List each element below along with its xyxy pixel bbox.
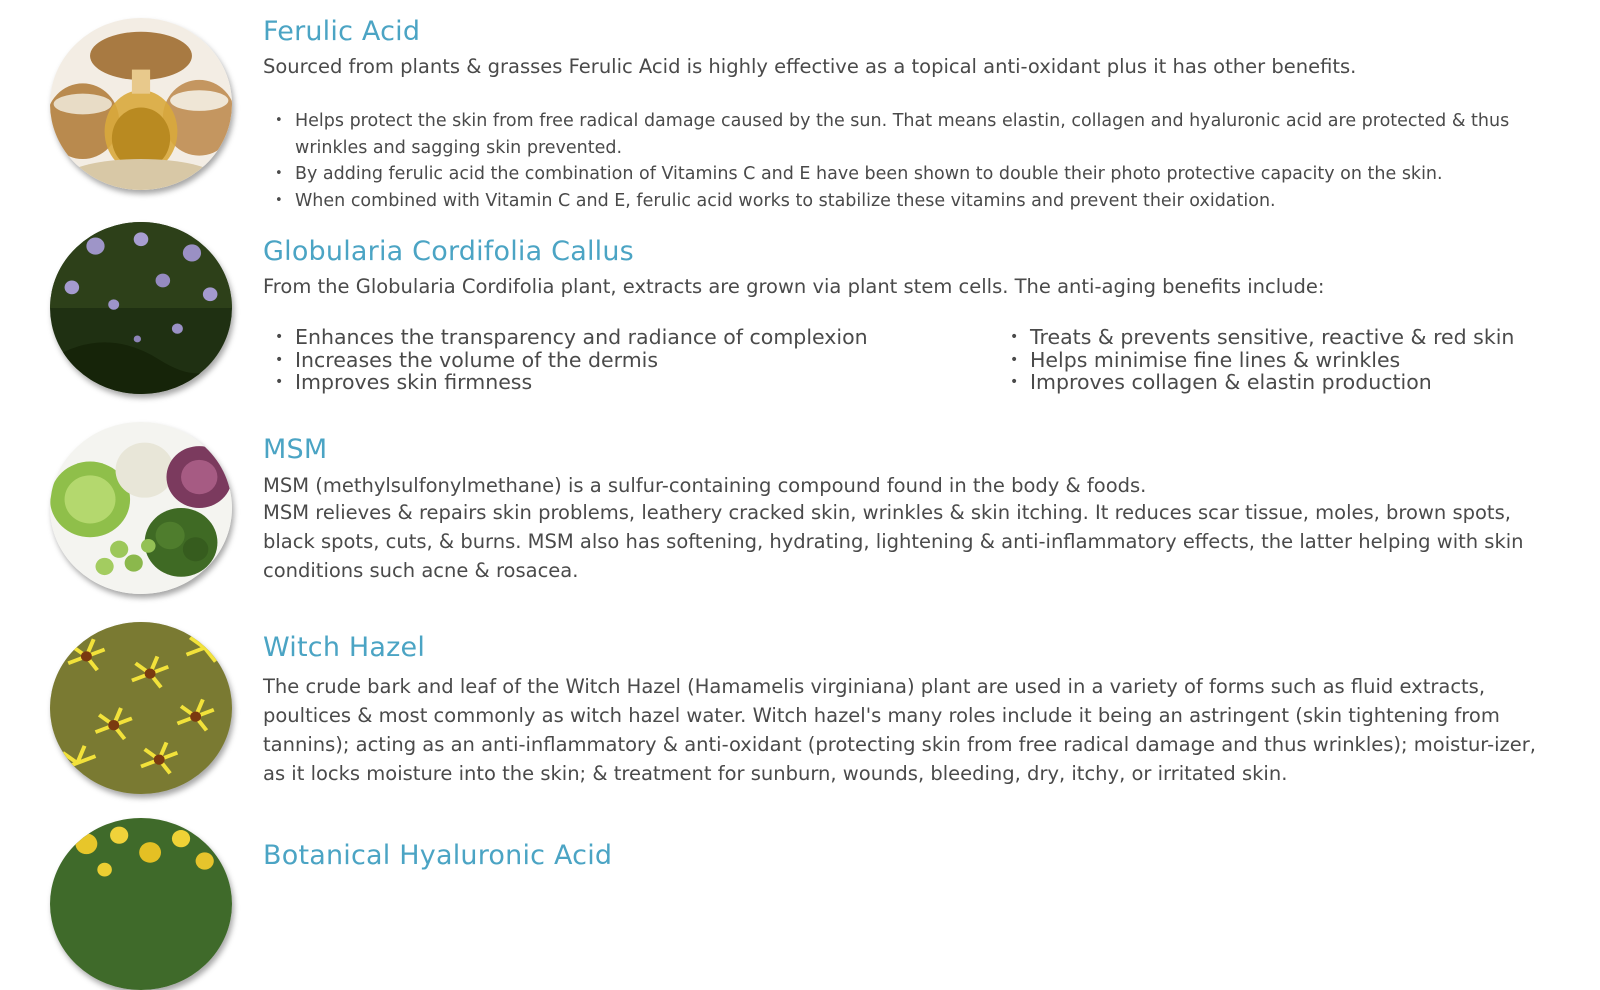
section-title: MSM [263,434,328,465]
yellow-flowering-plant-photo [50,818,232,990]
list-item: • Helps minimise fine lines & wrinkles [1010,349,1570,372]
globularia-flowers-photo [50,222,232,394]
list-item: • Helps protect the skin from free radical damage caused by the sun. That means elastin, collagen and hyaluronic acid are protected & thus wrinkles and sagging skin prevented. [275,108,1545,161]
benefit-list-left [275,326,995,394]
section-intro: MSM (methylsulfonylmethane) is a sulfur-containing compound found in the body & foods. [263,474,1147,497]
list-item: • When combined with Vitamin C and E, ferulic acid works to stabilize these vitamins and prevent their oxidation. [275,188,1545,215]
list-item: • Treats & prevents sensitive, reactive & red skin [1010,326,1570,349]
section-title: Witch Hazel [263,632,426,663]
list-item: • Improves skin firmness [275,371,995,394]
olive-oil-jar-photo [50,18,232,190]
list-item: • By adding ferulic acid the combination of Vitamins C and E have been shown to double their photo protective capacity on the skin. [275,161,1545,188]
benefit-list-right [1010,326,1570,394]
section-title: Botanical Hyaluronic Acid [263,840,613,871]
section-intro: From the Globularia Cordifolia plant, extracts are grown via plant stem cells. The anti-aging benefits include: [263,275,1325,298]
list-item: • Increases the volume of the dermis [275,349,995,372]
section-intro: Sourced from plants & grasses Ferulic Acid is highly effective as a topical anti-oxidant plus it has other benefits. [263,55,1357,78]
section-body: MSM relieves & repairs skin problems, leathery cracked skin, wrinkles & skin itching. It reduces scar tissue, moles, brown spots, black spots, cuts, & burns. MSM also has softening, hydrating, lightening & anti-inflammatory effects, the latter helping with skin conditions such acne & rosacea. [263,501,1524,582]
section-title: Ferulic Acid [263,16,421,47]
benefit-list [275,108,1545,214]
list-item: • Improves collagen & elastin production [1010,371,1570,394]
list-item: • Enhances the transparency and radiance of complexion [275,326,995,349]
section-title: Globularia Cordifolia Callus [263,236,634,267]
section-body: The crude bark and leaf of the Witch Hazel (Hamamelis virginiana) plant are used in a variety of forms such as fluid extracts, poultices & most commonly as witch hazel water. Witch hazel's many roles include it being an astringent (skin tightening from tannins); acting as an anti-inflammatory & anti-oxidant (protecting skin from free radical damage and thus wrinkles); moistur-izer, as it locks moisture into the skin; & treatment for sunburn, wounds, bleeding, dry, itchy, or irritated skin. [263,675,1536,785]
vegetables-photo [50,422,232,594]
witch-hazel-photo [50,622,232,794]
